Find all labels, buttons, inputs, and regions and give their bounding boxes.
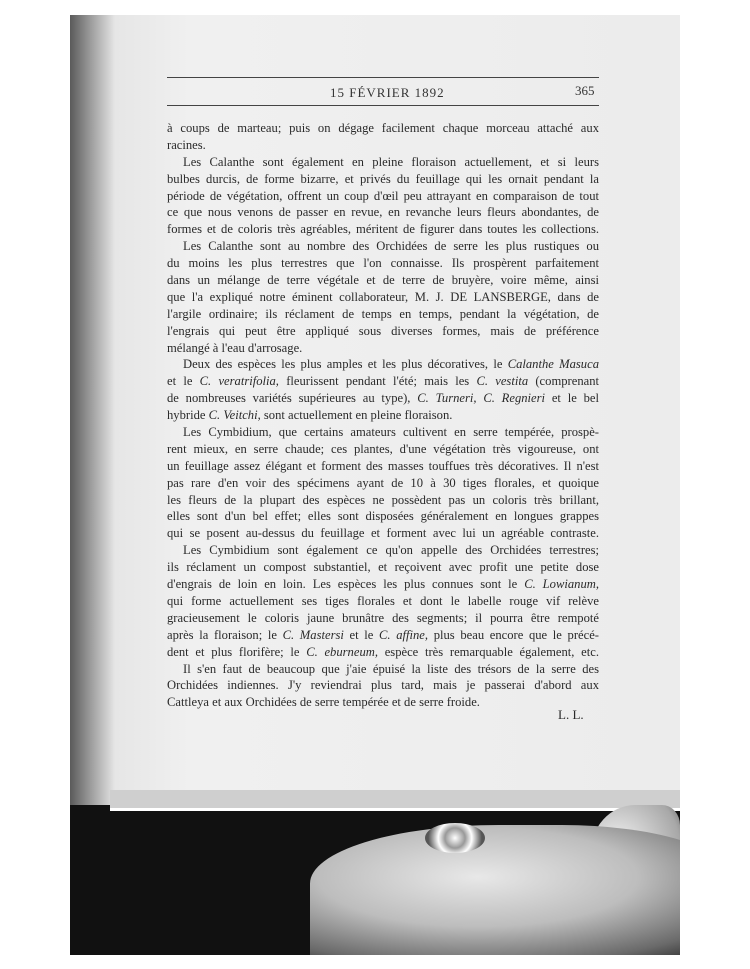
text-line [167, 475, 599, 492]
italic-species-name: C. Turneri, C. Regnieri [417, 391, 546, 406]
text-segment: Orchidées indiennes. J'y reviendrai plus tard, mais je passerai d'abord aux [167, 678, 599, 693]
text-line [167, 221, 599, 238]
text-line [167, 289, 599, 306]
text-segment: du moins les plus terrestres que l'on connaisse. Ils prospèrent parfaitement [167, 256, 599, 271]
text-segment: un feuillage assez élégant et forment des masses touffues très décoratives. Il n'est [167, 458, 599, 473]
text-segment: (comprenant [528, 374, 600, 389]
text-line [167, 188, 599, 205]
text-line [167, 272, 599, 289]
text-line [167, 171, 599, 188]
text-line [167, 238, 599, 255]
text-segment: ce que nous venons de passer en revue, en revanche leurs fleurs abondantes, de [167, 205, 599, 220]
text-line [167, 306, 599, 323]
page-number: 365 [575, 83, 595, 98]
page-edge [110, 790, 680, 811]
text-line [167, 576, 599, 593]
text-segment: et le [167, 374, 200, 389]
text-line [167, 373, 599, 390]
text-line [167, 356, 599, 373]
italic-species-name: C. Lowianum, [524, 577, 600, 592]
header-rule-bottom [167, 105, 599, 106]
text-segment: ils réclament un compost substantiel, et reçoivent avec profit une petite dose [167, 560, 599, 575]
text-line [167, 458, 599, 475]
text-segment: espèce très remarquable également, etc. [377, 644, 599, 659]
text-segment: d'engrais de loin en loin. Les espèces les plus connues sont le [167, 577, 525, 592]
text-line [167, 340, 599, 357]
text-line [167, 542, 599, 559]
text-line [167, 323, 599, 340]
text-segment: l'engrais qui peut être appliqué sous diverses formes, mais de préférence [167, 323, 599, 338]
italic-species-name: C. Mastersi [282, 627, 344, 642]
text-line [167, 424, 599, 441]
text-line [167, 204, 599, 221]
text-line [167, 627, 599, 644]
book-page [70, 15, 680, 805]
text-segment: gracieusement le coloris jaune brunâtre des segments; il pourra être rempoté [167, 610, 599, 625]
text-line [167, 525, 599, 542]
text-line [167, 610, 599, 627]
text-segment: plus beau encore que le précé- [428, 627, 599, 642]
text-segment: Les Calanthe sont au nombre des Orchidées de serre les plus rustiques ou [183, 239, 599, 254]
body-text [167, 120, 599, 711]
text-line [167, 593, 599, 610]
text-line [167, 154, 599, 171]
text-segment: bulbes durcis, de forme bizarre, et privés du feuillage qui les ornait pendant la [167, 171, 599, 186]
text-segment: et le [343, 627, 380, 642]
hand [310, 825, 680, 955]
text-line [167, 508, 599, 525]
text-line [167, 255, 599, 272]
text-line [167, 120, 599, 137]
text-segment: pas rare d'en voir des spécimens ayant de 10 à 30 tiges florales, et quoique [167, 475, 599, 490]
text-segment: Cattleya et aux Orchidées de serre tempérée et de serre froide. [167, 695, 480, 710]
text-segment: Les Cymbidium, que certains amateurs cultivent en serre tempérée, prospè- [183, 425, 599, 440]
italic-species-name: C. vestita [476, 374, 529, 389]
text-line [167, 677, 599, 694]
text-line [167, 492, 599, 509]
text-segment: de nombreuses variétés supérieures au type), [167, 391, 418, 406]
text-line [167, 644, 599, 661]
text-segment: qui forme actuellement ses tiges florales et dont le labelle rouge vif relève [167, 593, 599, 608]
text-segment: dans un mélange de terre végétale et de terre de bruyère, voire même, ainsi [167, 273, 599, 288]
header-rule-top [167, 77, 599, 78]
text-segment: Deux des espèces les plus amples et les plus décoratives, le [183, 357, 508, 372]
text-segment: rent mieux, en serre chaude; ces plantes, d'une végétation très vigoureuse, ont [167, 441, 599, 456]
text-segment: dent et plus florifère; le [167, 644, 307, 659]
author-signature: L. L. [558, 707, 584, 722]
text-segment: l'argile ordinaire; ils réclament de temps en temps, pendant la végétation, de [167, 306, 599, 321]
text-segment: sont actuellement en pleine floraison. [260, 408, 453, 423]
text-segment: elles sont d'un bel effet; elles sont disposées généralement en longues grappes [167, 509, 599, 524]
text-segment: fleurissent pendant l'été; mais les [278, 374, 477, 389]
italic-species-name: Calanthe Masuca [507, 357, 599, 372]
text-segment: et le bel [545, 391, 599, 406]
text-segment: à coups de marteau; puis on dégage facilement chaque morceau attaché aux [167, 121, 599, 135]
text-segment: que l'a expliqué notre éminent collaborateur, M. J. DE LANSBERGE, dans de [167, 289, 599, 304]
italic-species-name: C. affine, [379, 627, 429, 642]
text-segment: Les Cymbidium sont également ce qu'on appelle des Orchidées terrestres; [183, 543, 599, 558]
italic-species-name: C. Veitchi, [208, 408, 261, 423]
text-segment: hybride [167, 408, 209, 423]
running-header-date: 15 FÉVRIER 1892 [330, 85, 445, 100]
text-segment: Il s'en faut de beaucoup que j'aie épuisé la liste des trésors de la serre des [183, 661, 599, 676]
text-segment: après la floraison; le [167, 627, 283, 642]
italic-species-name: C. veratrifolia, [199, 374, 279, 389]
text-line [167, 559, 599, 576]
text-line [167, 407, 599, 424]
text-segment: racines. [167, 137, 206, 152]
text-line [167, 694, 599, 711]
text-line [167, 441, 599, 458]
text-line [167, 137, 599, 154]
text-segment: les fleurs de la plupart des espèces ne possèdent pas un coloris très brillant, [167, 492, 599, 507]
italic-species-name: C. eburneum, [306, 644, 378, 659]
text-line [167, 661, 599, 678]
ring [425, 823, 485, 853]
book-photo [70, 15, 680, 955]
text-segment: formes et de coloris très agréables, méritent de figurer dans toutes les collections. [167, 222, 599, 237]
text-line [167, 390, 599, 407]
text-segment: qui se posent au-dessus du feuillage et forment avec lui un agréable contraste. [167, 526, 599, 541]
text-segment: période de végétation, offrent un coup d'œil peu attrayant en comparaison de tout [167, 188, 599, 203]
text-segment: mélangé à l'eau d'arrosage. [167, 340, 303, 355]
text-segment: Les Calanthe sont également en pleine floraison actuellement, et si leurs [183, 154, 599, 169]
